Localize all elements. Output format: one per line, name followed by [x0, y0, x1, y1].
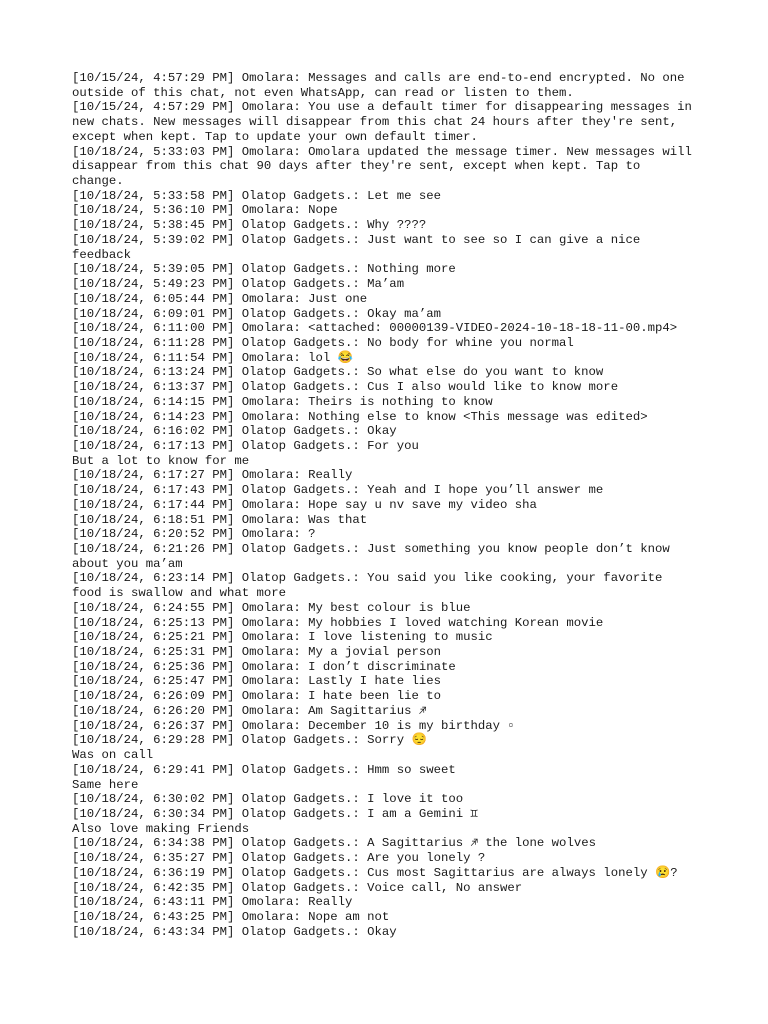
- chat-line: [10/18/24, 6:29:28 PM] Olatop Gadgets.: Sorry 😔: [72, 733, 427, 748]
- chat-line: [10/18/24, 6:13:24 PM] Olatop Gadgets.: So what else do you want to know: [72, 365, 604, 380]
- chat-line: [10/18/24, 6:18:51 PM] Omolara: Was that: [72, 512, 368, 527]
- chat-line: [10/18/24, 5:39:02 PM] Olatop Gadgets.: Just want to see so I can give a nice feedback: [72, 232, 648, 262]
- chat-line: [10/18/24, 6:42:35 PM] Olatop Gadgets.: Voice call, No answer: [72, 880, 523, 895]
- chat-line: [10/18/24, 6:17:13 PM] Olatop Gadgets.: For you: [72, 438, 419, 453]
- chat-line: [10/18/24, 6:26:37 PM] Omolara: December 10 is my birthday ▫: [72, 718, 515, 733]
- chat-line: [10/18/24, 5:49:23 PM] Olatop Gadgets.: Ma’am: [72, 277, 405, 292]
- chat-line: [10/18/24, 6:35:27 PM] Olatop Gadgets.: Are you lonely ?: [72, 851, 486, 866]
- chat-line: [10/15/24, 4:57:29 PM] Omolara: You use a default timer for disappearing messages in new chats. New messages will disappear from this chat 24 hours after they're sent, except when kept. Tap to update your own default timer.: [72, 100, 700, 144]
- chat-line: [10/18/24, 5:36:10 PM] Omolara: Nope: [72, 203, 338, 218]
- chat-line: [10/18/24, 6:25:36 PM] Omolara: I don’t discriminate: [72, 659, 456, 674]
- chat-line: [10/18/24, 6:21:26 PM] Olatop Gadgets.: Just something you know people don’t know about you ma’am: [72, 542, 678, 571]
- chat-line: [10/18/24, 6:09:01 PM] Olatop Gadgets.: Okay ma’am: [72, 306, 441, 321]
- chat-line: [10/18/24, 5:33:58 PM] Olatop Gadgets.: Let me see: [72, 188, 441, 203]
- chat-line: [10/18/24, 6:30:34 PM] Olatop Gadgets.: I am a Gemini ♊: [72, 806, 478, 821]
- chat-line-continuation: Same here: [72, 777, 139, 792]
- chat-line: [10/18/24, 6:25:47 PM] Omolara: Lastly I hate lies: [72, 674, 441, 689]
- chat-line: [10/18/24, 6:29:41 PM] Olatop Gadgets.: Hmm so sweet: [72, 762, 456, 777]
- chat-line: [10/18/24, 6:11:28 PM] Olatop Gadgets.: No body for whine you normal: [72, 335, 574, 350]
- chat-line-continuation: Was on call: [72, 748, 154, 763]
- chat-line: [10/18/24, 6:14:23 PM] Omolara: Nothing else to know <This message was edited>: [72, 409, 648, 424]
- chat-line: [10/18/24, 6:05:44 PM] Omolara: Just one: [72, 291, 368, 306]
- chat-line: [10/18/24, 6:24:55 PM] Omolara: My best colour is blue: [72, 600, 471, 615]
- chat-line: [10/18/24, 6:16:02 PM] Olatop Gadgets.: Okay: [72, 424, 397, 439]
- chat-line: [10/18/24, 6:14:15 PM] Omolara: Theirs is nothing to know: [72, 394, 493, 409]
- chat-export-document: [72, 71, 700, 939]
- chat-line: [10/18/24, 6:43:34 PM] Olatop Gadgets.: Okay: [72, 924, 397, 939]
- chat-line: [10/15/24, 4:57:29 PM] Omolara: Messages and calls are end-to-end encrypted. No one outside of this chat, not even WhatsApp, can read or listen to them.: [72, 71, 692, 100]
- chat-line: [10/18/24, 6:13:37 PM] Olatop Gadgets.: Cus I also would like to know more: [72, 380, 619, 395]
- chat-line-continuation: But a lot to know for me: [72, 453, 250, 468]
- chat-line: [10/18/24, 6:36:19 PM] Olatop Gadgets.: Cus most Sagittarius are always lonely 😢?: [72, 865, 678, 880]
- chat-line: [10/18/24, 6:34:38 PM] Olatop Gadgets.: A Sagittarius ♐ the lone wolves: [72, 836, 596, 851]
- chat-line: [10/18/24, 6:25:21 PM] Omolara: I love listening to music: [72, 630, 493, 645]
- chat-line: [10/18/24, 6:26:09 PM] Omolara: I hate been lie to: [72, 689, 441, 704]
- chat-line: [10/18/24, 6:43:11 PM] Omolara: Really: [72, 895, 353, 910]
- chat-line: [10/18/24, 5:39:05 PM] Olatop Gadgets.: Nothing more: [72, 262, 456, 277]
- chat-line: [10/18/24, 6:17:44 PM] Omolara: Hope say u nv save my video sha: [72, 497, 537, 512]
- chat-line: [10/18/24, 6:25:31 PM] Omolara: My a jovial person: [72, 645, 441, 660]
- chat-line: [10/18/24, 6:26:20 PM] Omolara: Am Sagittarius ♐: [72, 703, 427, 718]
- chat-line: [10/18/24, 6:23:14 PM] Olatop Gadgets.: You said you like cooking, your favorite food is swallow and what more: [72, 571, 670, 601]
- chat-line-continuation: Also love making Friends: [72, 821, 250, 836]
- chat-line: [10/18/24, 6:25:13 PM] Omolara: My hobbies I loved watching Korean movie: [72, 615, 604, 630]
- chat-line: [10/18/24, 6:43:25 PM] Omolara: Nope am not: [72, 909, 390, 924]
- chat-line: [10/18/24, 6:30:02 PM] Olatop Gadgets.: I love it too: [72, 792, 464, 807]
- chat-line: [10/18/24, 6:11:00 PM] Omolara: <attached: 00000139-VIDEO-2024-10-18-18-11-00.mp4>: [72, 321, 678, 336]
- chat-line: [10/18/24, 6:20:52 PM] Omolara: ?: [72, 527, 316, 542]
- chat-line: [10/18/24, 6:17:27 PM] Omolara: Really: [72, 468, 353, 483]
- chat-line: [10/18/24, 5:38:45 PM] Olatop Gadgets.: Why ????: [72, 218, 427, 233]
- chat-line: [10/18/24, 6:17:43 PM] Olatop Gadgets.: Yeah and I hope you’ll answer me: [72, 483, 604, 498]
- chat-line: [10/18/24, 5:33:03 PM] Omolara: Omolara updated the message timer. New messages will disappear from this chat 90 days after they're sent, except when kept. Tap to change.: [72, 144, 700, 189]
- chat-line: [10/18/24, 6:11:54 PM] Omolara: lol 😂: [72, 350, 353, 365]
